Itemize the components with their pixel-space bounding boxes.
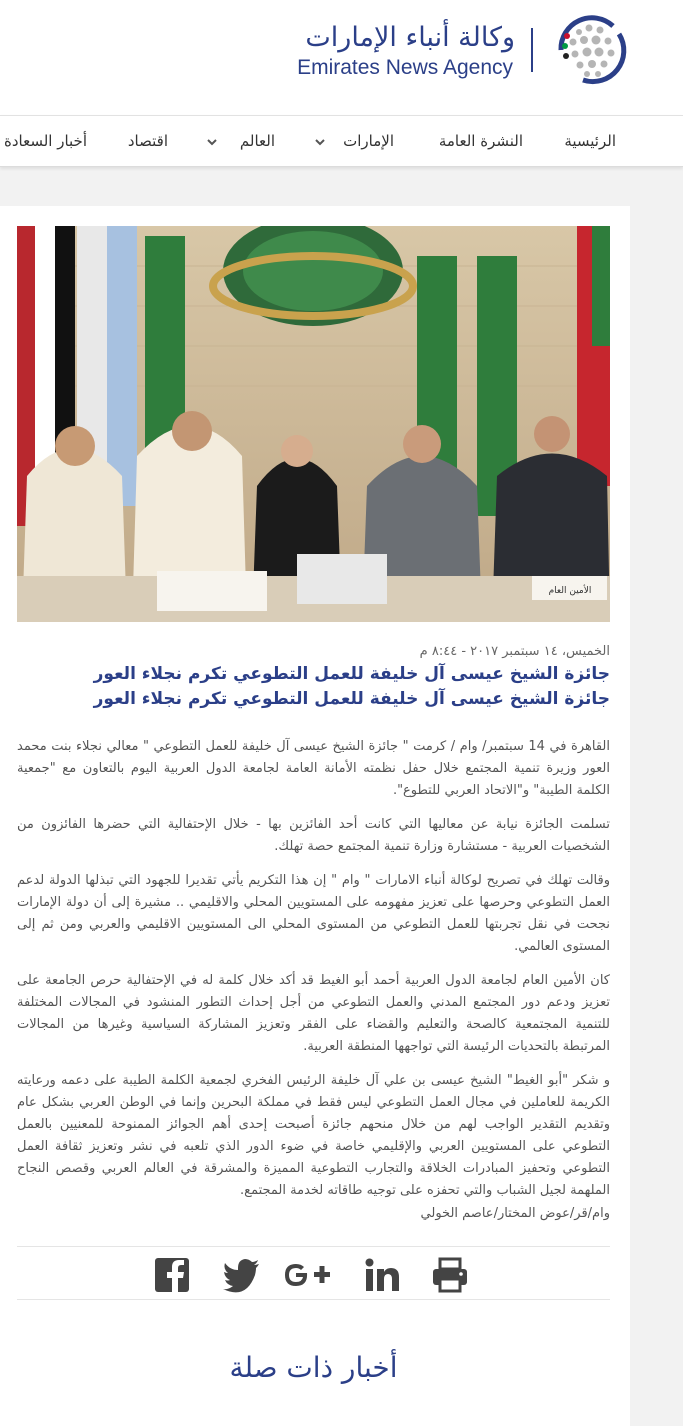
twitter-icon[interactable] <box>222 1255 262 1295</box>
article-paragraph: تسلمت الجائزة نيابة عن معاليها التي كانت أحد الفائزين بها - خلال الإحتفالية التي حضرها الفائزون من الشخصيات العربية - مستشارة وزارة تنمية المجتمع حصة تهلك. <box>17 817 610 854</box>
nav-item-happiness-news[interactable]: أخبار السعادة <box>3 132 87 150</box>
wam-logo-icon[interactable] <box>553 14 631 86</box>
article-paragraph: وقالت تهلك في تصريح لوكالة أنباء الامارات " وام " إن هذا التكريم يأتي تقديرا للجهود التي تبذلها الدولة لدعم العمل التطوعي وحرصها على تعزيز مفهومه على المستويين المحلي والاقليمي .. مشيرة إلى أن دولة الإمارات نجحت في نقل تجربتها للعمل التطوعي من المستوى المحلي الى المستويين الاقليمي والعربي ومن ثم إلى المستوى العالمي. <box>17 873 610 954</box>
brand-name-english[interactable]: Emirates News Agency <box>297 56 513 79</box>
article-paragraph: و شكر "أبو الغيط" الشيخ عيسى بن علي آل خليفة الرئيس الفخري لجمعية الكلمة الطيبة على دعمه ورعايته الكريمة للعاملين في مجال العمل التطوعي ليس فقط في مملكة البحرين وإنما في الوطن العربي بشكل عام وتقديم التقدير الواجب لهم من خلال منحهم جائزة أصبحت إحدى أهم الجوائز الممنوحة للمعنيين بالعمل التطوعي على المستويين العربي والإقليمي خاصة في ضوء الدور الذي تلعبه في نشر وتعزيز ثقافة العمل التطوعي وتحفيز المبادرات الخلاقة والتجارب التطوعية المميزة والمشرقة في العالم العربي وقصص النجاح الملهمة لجيل الشباب والتي تحفزه على توجيه طاقاته لخدمة المجتمع. <box>17 1073 610 1198</box>
article-title-line: جائزة الشيخ عيسى آل خليفة للعمل التطوعي تكرم نجلاء العور <box>93 689 610 709</box>
nav-item-economy[interactable]: اقتصاد <box>127 132 168 150</box>
main-nav <box>0 115 683 167</box>
article-paragraph: كان الأمين العام لجامعة الدول العربية أحمد أبو الغيط قد أكد خلال كلمة له في الإحتفالية حرص الجامعة على تعزيز ودعم دور المجتمع المدني والعمل التطوعي من أجل إحداث التطور المنشود في المجالات المختلفة للتنمية المجتمعية كالصحة والتعليم والقضاء على الفقر وتعزيز المشاركة السياسية وغيرها من المجالات المرتبطة بالتحديات الرئيسة التي تواجهها المنطقة العربية. <box>17 973 610 1054</box>
facebook-icon[interactable] <box>152 1255 192 1295</box>
nav-item-world[interactable]: العالم <box>239 132 275 150</box>
article-title <box>17 662 610 712</box>
article-title-line: جائزة الشيخ عيسى آل خليفة للعمل التطوعي تكرم نجلاء العور <box>93 664 610 684</box>
google-plus-icon[interactable] <box>279 1255 331 1295</box>
article-byline: وام/قر/عوض المختار/عاصم الخولي <box>420 1206 610 1221</box>
site-header <box>0 0 683 115</box>
article-card <box>0 206 630 1426</box>
chevron-down-icon[interactable] <box>314 136 326 148</box>
article-date: الخميس، ١٤ سبتمبر ٢٠١٧ - ٨:٤٤ م <box>419 644 610 659</box>
nav-item-emirates[interactable]: الإمارات <box>343 132 394 150</box>
print-icon[interactable] <box>430 1255 470 1295</box>
logo-divider <box>531 28 533 72</box>
article-body <box>17 736 610 1214</box>
nav-item-general-bulletin[interactable]: النشرة العامة <box>438 132 523 150</box>
brand-name-arabic[interactable]: وكالة أنباء الإمارات <box>305 22 515 53</box>
podium-sign-text: الأمين العام <box>548 586 592 596</box>
related-news-heading: أخبار ذات صلة <box>229 1351 398 1384</box>
share-bar <box>17 1246 610 1300</box>
linkedin-icon[interactable] <box>362 1255 402 1295</box>
nav-item-home[interactable]: الرئيسية <box>564 132 616 150</box>
article-paragraph: القاهرة في 14 سبتمبر/ وام / كرمت " جائزة الشيخ عيسى آل خليفة للعمل التطوعي " معالي نجلاء بنت محمد العور وزيرة تنمية المجتمع خلال حفل نظمته الأمانة العامة لجامعة الدول العربية اليوم بالتعاون مع "جمعية الكلمة الطيبة" و"الاتحاد العربي للتطوع". <box>17 739 610 798</box>
article-photo[interactable] <box>17 226 610 622</box>
chevron-down-icon[interactable] <box>206 136 218 148</box>
